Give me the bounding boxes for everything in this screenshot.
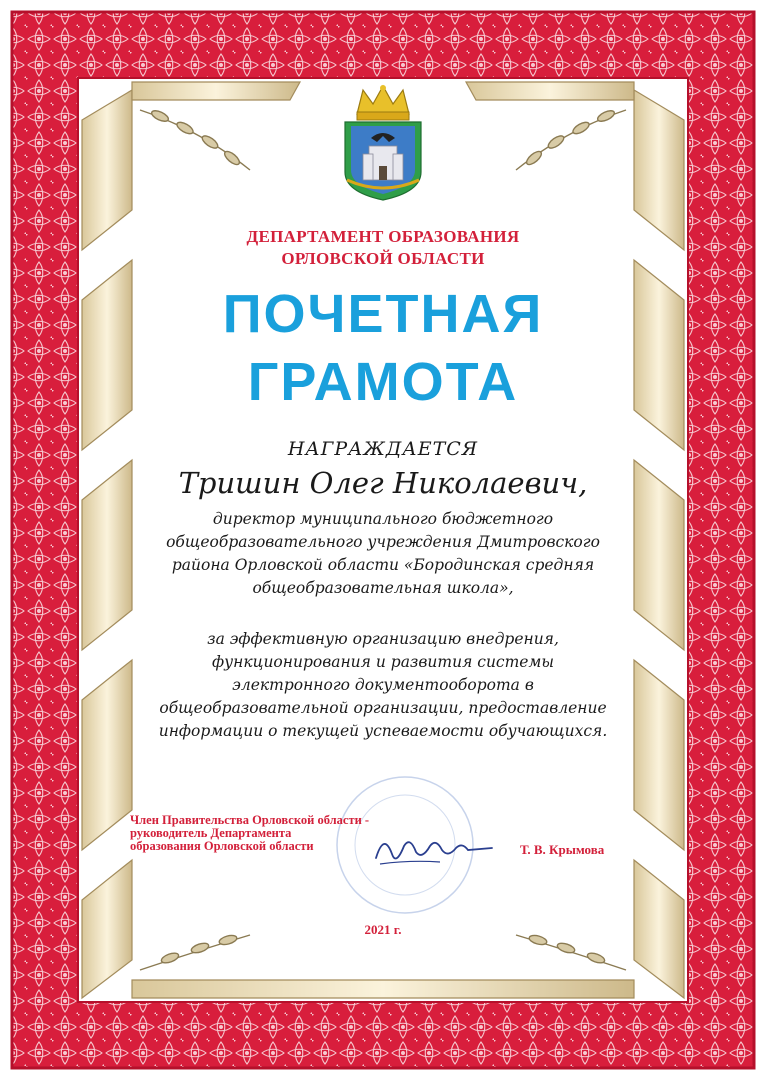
signatory-title [130, 814, 369, 853]
position-line: общеобразовательная школа», [252, 579, 514, 597]
awarded-heading: НАГРАЖДАЕТСЯ [287, 438, 479, 460]
coat-of-arms-emblem [337, 84, 429, 202]
position-line: общеобразовательного учреждения Дмитровского [166, 533, 600, 551]
signatory-title-line: Член Правительства Орловской области - [130, 813, 370, 827]
recipient-name: Тришин Олег Николаевич, [178, 466, 588, 500]
year: 2021 г. [364, 922, 402, 937]
position-line: района Орловской области «Бородинская средняя [171, 556, 595, 574]
title-line-2: ГРАМОТА [247, 352, 519, 412]
reason-line: информации о текущей успеваемости обучающихся. [158, 722, 608, 740]
reason-line: общеобразовательной организации, предоставление [159, 699, 607, 717]
signatory-title-line: образования Орловской области [130, 839, 314, 853]
department-line-1: ДЕПАРТАМЕНТ ОБРАЗОВАНИЯ [246, 227, 520, 246]
position-line: директор муниципального бюджетного [212, 510, 554, 528]
signature [370, 824, 500, 874]
reason-line: за эффективную организацию внедрения, [207, 630, 559, 648]
reason-line: функционирования и развития системы [212, 653, 554, 671]
reason-line: электронного документооборота в [232, 676, 534, 694]
signatory-name: Т. В. Крымова [520, 842, 605, 857]
department-line-2: ОРЛОВСКОЙ ОБЛАСТИ [281, 249, 485, 268]
signatory-title-line: руководитель Департамента [130, 826, 292, 840]
title-line-1: ПОЧЕТНАЯ [222, 284, 544, 344]
